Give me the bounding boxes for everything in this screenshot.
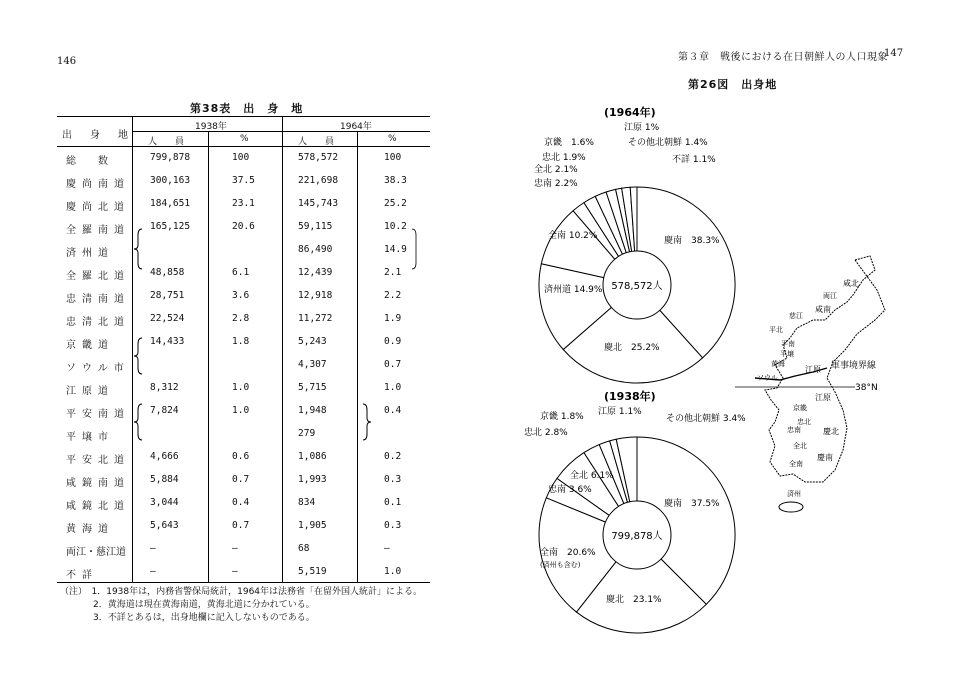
cell-p1964: 68 [298, 543, 310, 554]
cell-pct1938: — [232, 566, 238, 577]
cell-pct1964: 0.4 [384, 405, 402, 416]
pie-label-慶南: 慶南 38.3% [664, 236, 720, 246]
pie-label-不詳: 不詳 1.1% [672, 155, 716, 165]
map-label-kyongbuk: 慶北 [823, 427, 839, 436]
cell-label: 咸鏡南道 [66, 478, 130, 489]
cell-label: 黄海道 [66, 524, 114, 535]
cell-p1938: 5,643 [150, 520, 179, 531]
pie-label-忠南: 忠南 3.6% [548, 485, 592, 495]
cell-label: 慶尚北道 [66, 202, 130, 213]
cell-label: 京畿道 [66, 340, 114, 351]
cell-p1938: — [150, 543, 156, 554]
cell-p1938: 8,312 [150, 382, 179, 393]
pie-label-京畿: 京畿 1.8% [540, 412, 584, 422]
cell-p1964: 1,086 [298, 451, 327, 462]
col-header-origin: 出 身 地 [62, 130, 132, 141]
map-label-hwanghae: 黄海 [771, 360, 785, 368]
cell-p1938: 7,824 [150, 405, 179, 416]
map-label-demarcation: 軍事境界線 [831, 361, 877, 371]
cell-p1964: 1,948 [298, 405, 327, 416]
pie-label-忠北: 忠北 2.8% [524, 428, 568, 438]
left-page-number: 146 [57, 56, 77, 67]
cell-label: 不詳 [66, 570, 98, 581]
map-label-chungbuk: 忠北 [797, 418, 811, 426]
map-label-hamgyong-n: 咸北 [843, 279, 859, 288]
cell-pct1964: 38.3 [384, 175, 407, 186]
cell-pct1964: 0.3 [384, 520, 402, 531]
running-header: 第３章 戦後における在日朝鮮人の人口現象 [678, 52, 888, 63]
cell-pct1964: 2.1 [384, 267, 402, 278]
cell-pct1938: 2.8 [232, 313, 250, 324]
map-label-chagang: 慈江 [789, 312, 803, 320]
map-label-parallel: 38°N [855, 383, 878, 393]
map-label-kyongnam: 慶南 [817, 453, 833, 462]
cell-pct1938: 3.6 [232, 290, 250, 301]
cell-label: 江原道 [66, 386, 114, 397]
right-page-number: 147 [884, 48, 904, 59]
col-header-persons-1964: 人 員 [298, 137, 335, 147]
cell-pct1964: 1.0 [384, 382, 402, 393]
cell-p1938: 4,666 [150, 451, 179, 462]
cell-p1938: 300,163 [150, 175, 191, 186]
pie-title: (1964年) [604, 106, 656, 119]
map-label-chonnam: 全南 [789, 460, 803, 468]
cell-label: 平安北道 [66, 455, 130, 466]
figure-title: 第26図 出身地 [688, 78, 778, 91]
cell-label: 全羅北道 [66, 271, 130, 282]
map-label-hamgyong-s: 咸南 [815, 305, 831, 314]
cell-pct1964: 25.2 [384, 198, 407, 209]
pie-label-全北: 全北 6.1% [570, 471, 614, 481]
cell-label: 平安南道 [66, 409, 130, 420]
pie-label-subnote: (済州も含む) [540, 561, 581, 569]
col-header-persons-1938: 人 員 [148, 137, 185, 147]
pie-label-慶北: 慶北 23.1% [606, 595, 662, 605]
cell-p1938: 28,751 [150, 290, 185, 301]
map-label-seoul: ソウル [757, 374, 778, 382]
cell-p1938: 165,125 [150, 221, 191, 232]
cell-p1964: 5,519 [298, 566, 327, 577]
jeju-island [779, 502, 803, 512]
cell-pct1964: 0.3 [384, 474, 402, 485]
pie-title: (1938年) [604, 390, 656, 403]
pie-label-その他北朝鮮: その他北朝鮮 1.4% [628, 138, 708, 148]
cell-pct1938: 6.1 [232, 267, 250, 278]
cell-pct1938: 1.0 [232, 405, 250, 416]
cell-label: 全羅南道 [66, 225, 130, 236]
cell-pct1938: 0.4 [232, 497, 250, 508]
col-header-1964: 1964年 [340, 122, 372, 132]
korea-map [735, 250, 925, 520]
cell-p1938: 799,878 [150, 152, 191, 163]
cell-label: 済州道 [66, 248, 114, 259]
cell-label: 総 数 [66, 156, 114, 167]
pie-label-忠南: 忠南 2.2% [534, 179, 578, 189]
map-label-pyongan-s: 平南 [781, 340, 795, 348]
cell-label: 忠清南道 [66, 294, 130, 305]
cell-p1964: 578,572 [298, 152, 339, 163]
cell-pct1964: 0.1 [384, 497, 402, 508]
cell-pct1938: 0.7 [232, 474, 250, 485]
cell-p1938: 184,651 [150, 198, 191, 209]
col-header-pct-1964: % [388, 134, 397, 144]
cell-label: 忠清北道 [66, 317, 130, 328]
map-label-kyonggi: 京畿 [793, 404, 807, 412]
map-label-chonbuk: 全北 [793, 442, 807, 450]
pie-label-忠北: 忠北 1.9% [542, 153, 586, 163]
map-label-pyongyang: 平壌 [780, 350, 794, 358]
cell-pct1964: 10.2 [384, 221, 407, 232]
cell-pct1938: 100 [232, 152, 250, 163]
cell-p1964: 834 [298, 497, 316, 508]
cell-p1964: 11,272 [298, 313, 333, 324]
cell-p1938: 48,858 [150, 267, 185, 278]
cell-p1964: 86,490 [298, 244, 333, 255]
cell-p1938: 22,524 [150, 313, 185, 324]
col-header-pct-1938: % [240, 134, 249, 144]
pie-label-慶南: 慶南 37.5% [664, 499, 720, 509]
cell-p1964: 5,243 [298, 336, 327, 347]
cell-pct1938: 0.6 [232, 451, 250, 462]
cell-pct1964: 0.7 [384, 359, 402, 370]
cell-pct1964: 2.2 [384, 290, 402, 301]
map-label-ryanggang: 両江 [823, 292, 837, 300]
cell-p1964: 1,905 [298, 520, 327, 531]
cell-pct1964: 1.0 [384, 566, 402, 577]
cell-p1964: 5,715 [298, 382, 327, 393]
cell-pct1964: 1.9 [384, 313, 402, 324]
pie-label-済州道: 済州道 14.9% [544, 285, 603, 295]
pie-label-全北: 全北 2.1% [534, 165, 578, 175]
map-label-pyongan-n: 平北 [769, 326, 783, 334]
cell-pct1964: 14.9 [384, 244, 407, 255]
note-1: （注） 1．1938年は，内務省警保局統計，1964年は法務省「在留外国人統計」による。 [60, 587, 423, 597]
cell-p1964: 12,918 [298, 290, 333, 301]
note-3: 3．不詳とあるは，出身地欄に記入しないものである。 [93, 613, 315, 623]
pie-center-label: 799,878人 [611, 531, 663, 542]
col-header-1938: 1938年 [195, 122, 227, 132]
cell-label: 慶尚南道 [66, 179, 130, 190]
cell-pct1938: 1.0 [232, 382, 250, 393]
cell-label: 両江・慈江道 [66, 547, 126, 558]
cell-p1938: 5,884 [150, 474, 179, 485]
cell-pct1964: — [384, 543, 390, 554]
cell-label: ソウル市 [66, 363, 130, 374]
cell-pct1964: 0.9 [384, 336, 402, 347]
map-label-chungnam: 忠南 [787, 426, 801, 434]
cell-p1964: 145,743 [298, 198, 339, 209]
cell-pct1938: 20.6 [232, 221, 255, 232]
cell-pct1938: 37.5 [232, 175, 255, 186]
map-label-kangwon-s: 江原 [815, 393, 831, 402]
cell-p1964: 279 [298, 428, 316, 439]
cell-label: 平壌市 [66, 432, 114, 443]
cell-p1964: 59,115 [298, 221, 333, 232]
cell-pct1938: 1.8 [232, 336, 250, 347]
cell-pct1938: 0.7 [232, 520, 250, 531]
cell-p1964: 221,698 [298, 175, 339, 186]
pie-label-全南: 全南 20.6% [540, 548, 596, 558]
cell-p1938: 14,433 [150, 336, 185, 347]
pie-center-label: 578,572人 [611, 281, 663, 292]
map-label-kangwon-n: 江原 [805, 365, 821, 374]
pie-label-その他北朝鮮: その他北朝鮮 3.4% [666, 414, 746, 424]
cell-p1938: — [150, 566, 156, 577]
cell-p1964: 1,993 [298, 474, 327, 485]
map-label-jeju: 済州 [787, 490, 801, 498]
cell-pct1964: 100 [384, 152, 402, 163]
cell-pct1964: 0.2 [384, 451, 402, 462]
pie-label-江原: 江原 1.1% [598, 407, 642, 417]
cell-pct1938: — [232, 543, 238, 554]
pie-label-京畿: 京畿 1.6% [544, 138, 594, 148]
cell-label: 咸鏡北道 [66, 501, 130, 512]
pie-label-慶北: 慶北 25.2% [604, 343, 660, 353]
note-2: 2．黄海道は現在黄海南道，黄海北道に分かれている。 [93, 600, 315, 610]
cell-pct1938: 23.1 [232, 198, 255, 209]
pie-label-全南: 全南 10.2% [548, 231, 598, 241]
cell-p1964: 12,439 [298, 267, 333, 278]
pie-label-江原: 江原 1% [624, 123, 660, 133]
cell-p1938: 3,044 [150, 497, 179, 508]
cell-p1964: 4,307 [298, 359, 327, 370]
table-title: 第38表 出 身 地 [190, 102, 304, 115]
